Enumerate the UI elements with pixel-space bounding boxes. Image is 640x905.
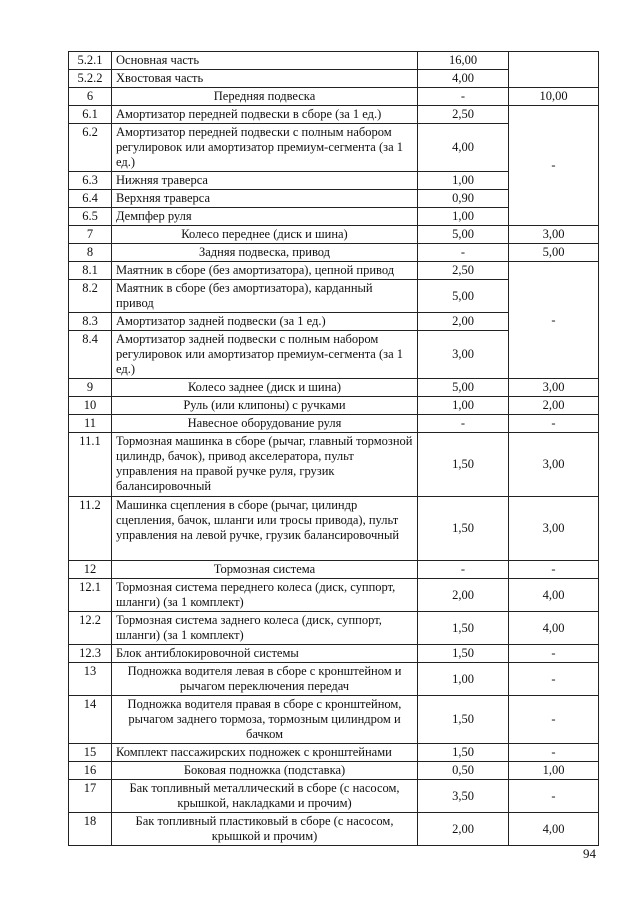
row-name: Маятник в сборе (без амортизатора), карданный привод [112,280,418,313]
row-value-1: 4,00 [418,70,509,88]
row-value-1: 1,00 [418,208,509,226]
row-number: 10 [69,397,112,415]
row-value-2: 3,00 [509,433,599,497]
row-number: 8.1 [69,262,112,280]
row-number: 12.2 [69,612,112,645]
row-value-2: 10,00 [509,88,599,106]
row-value-1: 2,50 [418,262,509,280]
row-value-1: 5,00 [418,280,509,313]
table-row [69,52,599,70]
table-row [69,579,599,612]
row-value-1: 2,00 [418,313,509,331]
table-row [69,762,599,780]
row-value-1: 3,00 [418,331,509,379]
row-name: Комплект пассажирских подножек с кронштейнами [112,744,418,762]
row-value-2: 3,00 [509,497,599,561]
table-row [69,645,599,663]
row-number: 6.4 [69,190,112,208]
row-name: Хвостовая часть [112,70,418,88]
row-name: Блок антиблокировочной системы [112,645,418,663]
row-name: Маятник в сборе (без амортизатора), цепной привод [112,262,418,280]
row-number: 11.2 [69,497,112,561]
row-value-2: - [509,663,599,696]
row-number: 11 [69,415,112,433]
row-value-2: - [509,780,599,813]
row-name: Демпфер руля [112,208,418,226]
row-value-1: 1,50 [418,612,509,645]
row-value-1: 5,00 [418,379,509,397]
row-value-1: 2,00 [418,813,509,846]
row-number: 6 [69,88,112,106]
row-value-2: 4,00 [509,612,599,645]
row-value-1: 4,00 [418,124,509,172]
row-name: Передняя подвеска [112,88,418,106]
row-number: 17 [69,780,112,813]
table-row [69,780,599,813]
row-value-2: 2,00 [509,397,599,415]
row-number: 8 [69,244,112,262]
row-value-2: 4,00 [509,579,599,612]
row-number: 12 [69,561,112,579]
row-name: Бак топливный пластиковый в сборе (с насосом, крышкой и прочим) [112,813,418,846]
row-value-1: 1,00 [418,397,509,415]
row-number: 8.2 [69,280,112,313]
row-number: 8.4 [69,331,112,379]
row-name: Машинка сцепления в сборе (рычаг, цилиндр сцепления, бачок, шланги или тросы привода), пульт управления на левой ручке, грузик балансировочный [112,497,418,561]
row-value-1: - [418,88,509,106]
table-row [69,744,599,762]
row-name: Основная часть [112,52,418,70]
table-row [69,415,599,433]
row-value-2: - [509,744,599,762]
row-number: 6.1 [69,106,112,124]
row-number: 12.3 [69,645,112,663]
row-value-1: 16,00 [418,52,509,70]
row-number: 8.3 [69,313,112,331]
row-name: Амортизатор передней подвески с полным набором регулировок или амортизатор премиум-сегмента (за 1 ед.) [112,124,418,172]
row-value-2: 5,00 [509,244,599,262]
row-value-1: 1,50 [418,433,509,497]
row-number: 12.1 [69,579,112,612]
row-name: Амортизатор задней подвески с полным набором регулировок или амортизатор премиум-сегмента (за 1 ед.) [112,331,418,379]
row-value-1: 0,50 [418,762,509,780]
row-number: 16 [69,762,112,780]
row-value-1: 3,50 [418,780,509,813]
row-number: 7 [69,226,112,244]
row-value-1: - [418,415,509,433]
row-name: Задняя подвеска, привод [112,244,418,262]
table-row [69,612,599,645]
row-value-2: 3,00 [509,226,599,244]
row-number: 18 [69,813,112,846]
row-number: 9 [69,379,112,397]
row-value-2: - [509,415,599,433]
row-value-1: 1,50 [418,744,509,762]
row-number: 11.1 [69,433,112,497]
row-number: 13 [69,663,112,696]
row-name: Тормозная система заднего колеса (диск, суппорт, шланги) (за 1 комплект) [112,612,418,645]
table-row [69,262,599,280]
row-value-2: - [509,561,599,579]
row-value-1: 1,00 [418,663,509,696]
row-name: Подножка водителя левая в сборе с кронштейном и рычагом переключения передач [112,663,418,696]
row-value-2: - [509,696,599,744]
row-name: Колесо переднее (диск и шина) [112,226,418,244]
table-row [69,226,599,244]
table-row [69,663,599,696]
table-row [69,244,599,262]
row-value-2-merged: - [509,262,599,379]
row-number: 15 [69,744,112,762]
row-value-1: 1,00 [418,172,509,190]
row-number: 14 [69,696,112,744]
table-row [69,379,599,397]
row-name: Амортизатор задней подвески (за 1 ед.) [112,313,418,331]
row-number: 6.2 [69,124,112,172]
row-name: Тормозная система переднего колеса (диск, суппорт, шланги) (за 1 комплект) [112,579,418,612]
row-value-1: - [418,561,509,579]
row-value-1: 0,90 [418,190,509,208]
row-name: Колесо заднее (диск и шина) [112,379,418,397]
row-value-1: 2,00 [418,579,509,612]
table-row [69,696,599,744]
row-value-2-merged: - [509,106,599,226]
row-number: 6.5 [69,208,112,226]
row-number: 6.3 [69,172,112,190]
table-row [69,813,599,846]
table-row [69,561,599,579]
parts-table-body [69,52,599,846]
row-name: Амортизатор передней подвески в сборе (за 1 ед.) [112,106,418,124]
row-value-2: 1,00 [509,762,599,780]
row-name: Верхняя траверса [112,190,418,208]
row-number: 5.2.2 [69,70,112,88]
row-name: Руль (или клипоны) с ручками [112,397,418,415]
row-value-1: 5,00 [418,226,509,244]
row-name: Навесное оборудование руля [112,415,418,433]
table-row [69,433,599,497]
row-name: Боковая подножка (подставка) [112,762,418,780]
row-name: Тормозная машинка в сборе (рычаг, главный тормозной цилиндр, бачок), привод акселератора, пульт управления на правой ручке руля, грузик балансировочный [112,433,418,497]
row-value-1: 2,50 [418,106,509,124]
row-value-2: - [509,645,599,663]
row-value-1: 1,50 [418,696,509,744]
row-number: 5.2.1 [69,52,112,70]
row-value-1: 1,50 [418,497,509,561]
page-number: 94 [583,846,596,861]
row-name: Подножка водителя правая в сборе с кронштейном, рычагом заднего тормоза, тормозным цилиндром и бачком [112,696,418,744]
row-value-2: 4,00 [509,813,599,846]
table-row [69,397,599,415]
table-row [69,106,599,124]
row-name: Нижняя траверса [112,172,418,190]
row-name: Тормозная система [112,561,418,579]
row-value-2: 3,00 [509,379,599,397]
table-row [69,497,599,561]
row-name: Бак топливный металлический в сборе (с насосом, крышкой, накладками и прочим) [112,780,418,813]
row-value-1: - [418,244,509,262]
table-row [69,88,599,106]
parts-table [68,51,599,846]
row-value-1: 1,50 [418,645,509,663]
row-value-2-merged [509,52,599,88]
